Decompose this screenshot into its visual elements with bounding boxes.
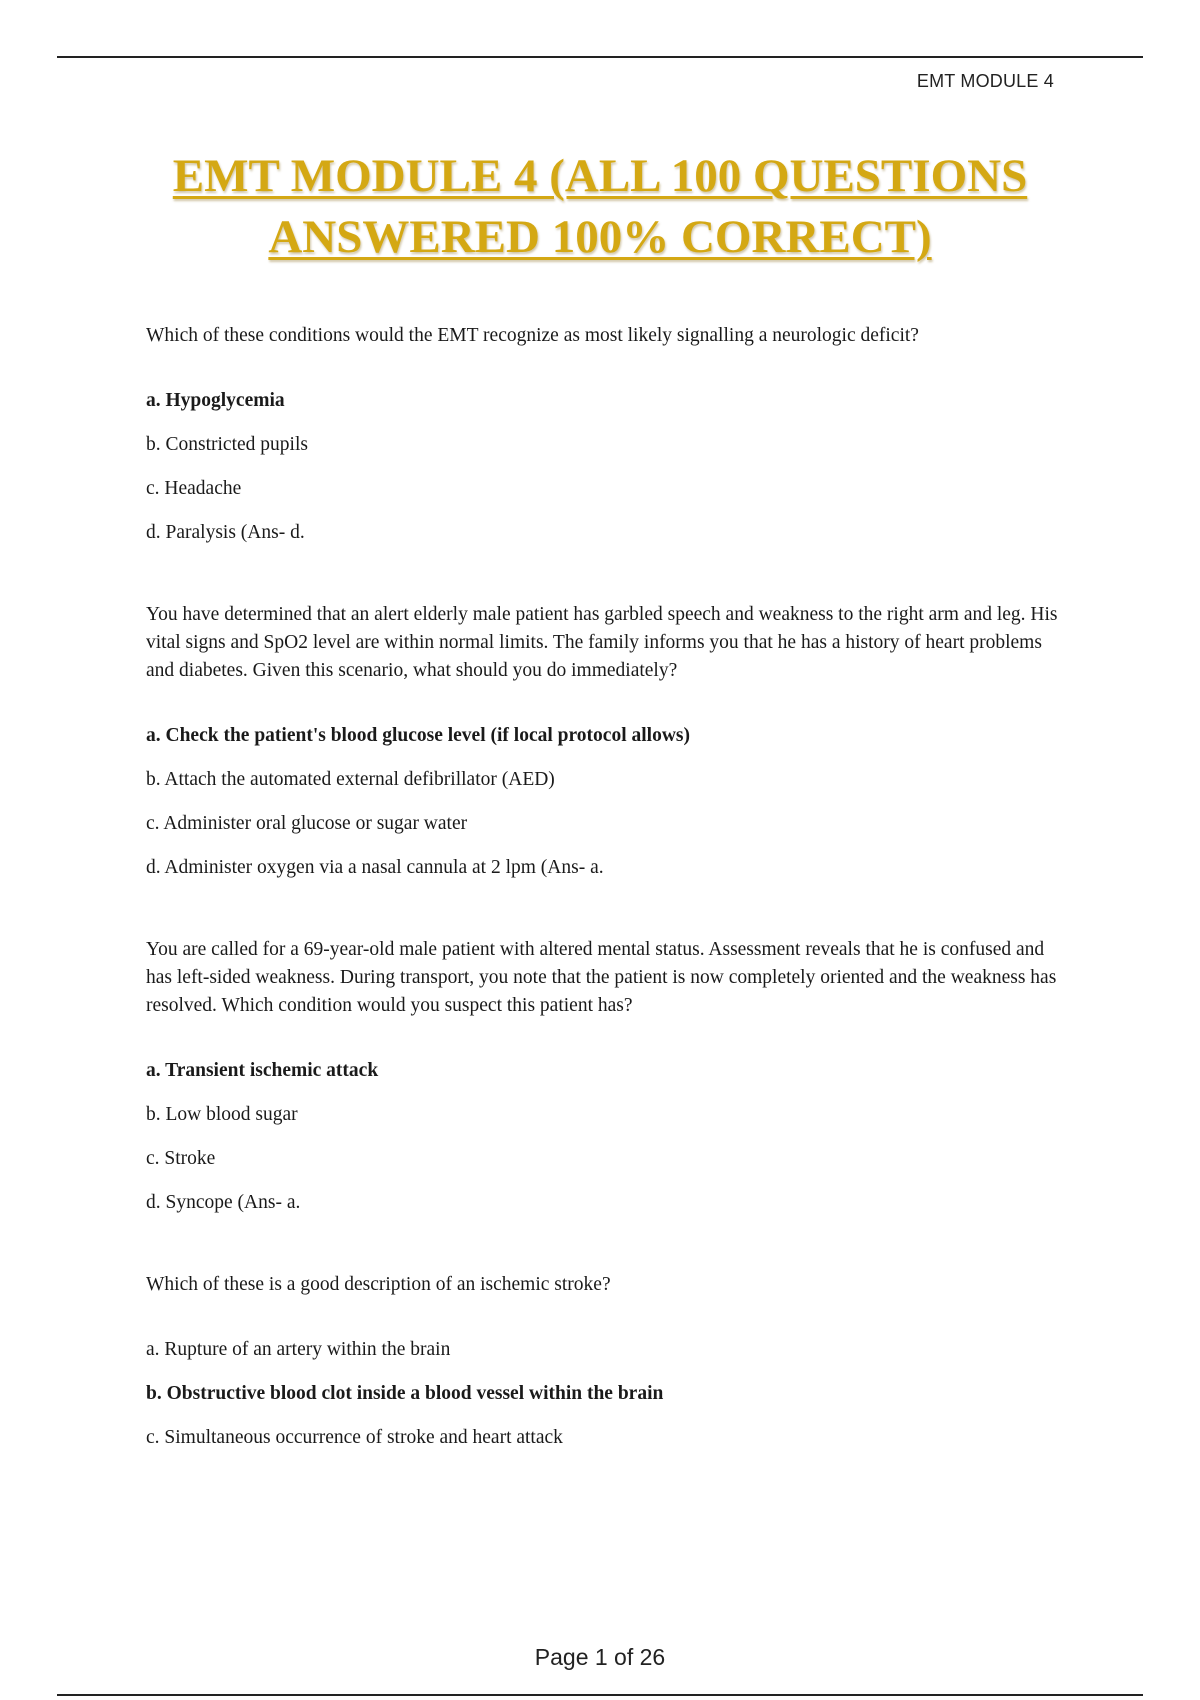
answer-option: d. Syncope (Ans- a.: [146, 1192, 301, 1213]
document-title: [100, 146, 1100, 268]
answer-option: c. Stroke: [146, 1148, 216, 1169]
answer-option: b. Constricted pupils: [146, 434, 308, 455]
question-block: [146, 601, 1066, 879]
question-text: Which of these conditions would the EMT recognize as most likely signalling a neurologic deficit?: [146, 325, 919, 346]
answer-option: b. Attach the automated external defibrillator (AED): [146, 769, 555, 790]
question-block: [146, 322, 1066, 544]
answer-option-correct: a. Transient ischemic attack: [146, 1060, 379, 1081]
answer-options: [146, 1060, 1066, 1214]
answer-options: [146, 725, 1066, 879]
answer-option: b. Low blood sugar: [146, 1104, 298, 1125]
answer-options: [146, 390, 1066, 544]
question-text: You have determined that an alert elderly male patient has garbled speech and weakness to the right arm and leg. His vital signs and SpO2 level are within normal limits. The family informs you that he has a history of heart problems and diabetes. Given this scenario, what should you do immediately?: [146, 604, 1058, 681]
question-text: Which of these is a good description of an ischemic stroke?: [146, 1274, 611, 1295]
answer-option-correct: a. Hypoglycemia: [146, 390, 285, 411]
answer-option: a. Rupture of an artery within the brain: [146, 1339, 451, 1360]
question-block: [146, 936, 1066, 1214]
header-rule: [57, 56, 1143, 58]
answer-option-correct: a. Check the patient's blood glucose level (if local protocol allows): [146, 725, 690, 746]
footer-rule: [57, 1694, 1143, 1696]
running-header: EMT MODULE 4: [916, 71, 1054, 91]
answer-options: [146, 1339, 1066, 1449]
document-title-line-2: ANSWERED 100% CORRECT): [268, 211, 932, 263]
page-number: Page 1 of 26: [534, 1644, 666, 1670]
answer-option: c. Administer oral glucose or sugar water: [146, 813, 468, 834]
question-list: [146, 322, 1066, 1506]
question-text: You are called for a 69-year-old male patient with altered mental status. Assessment reveals that he is confused and has left-sided weakness. During transport, you note that the patient is now completely oriented and the weakness has resolved. Which condition would you suspect this patient has?: [146, 939, 1057, 1016]
question-block: [146, 1271, 1066, 1449]
answer-option-correct: b. Obstructive blood clot inside a blood vessel within the brain: [146, 1383, 664, 1404]
answer-option: c. Simultaneous occurrence of stroke and heart attack: [146, 1427, 563, 1448]
answer-option: c. Headache: [146, 478, 242, 499]
answer-option: d. Paralysis (Ans- d.: [146, 522, 305, 543]
answer-option: d. Administer oxygen via a nasal cannula at 2 lpm (Ans- a.: [146, 857, 604, 878]
document-title-line-1: EMT MODULE 4 (ALL 100 QUESTIONS: [172, 150, 1028, 202]
